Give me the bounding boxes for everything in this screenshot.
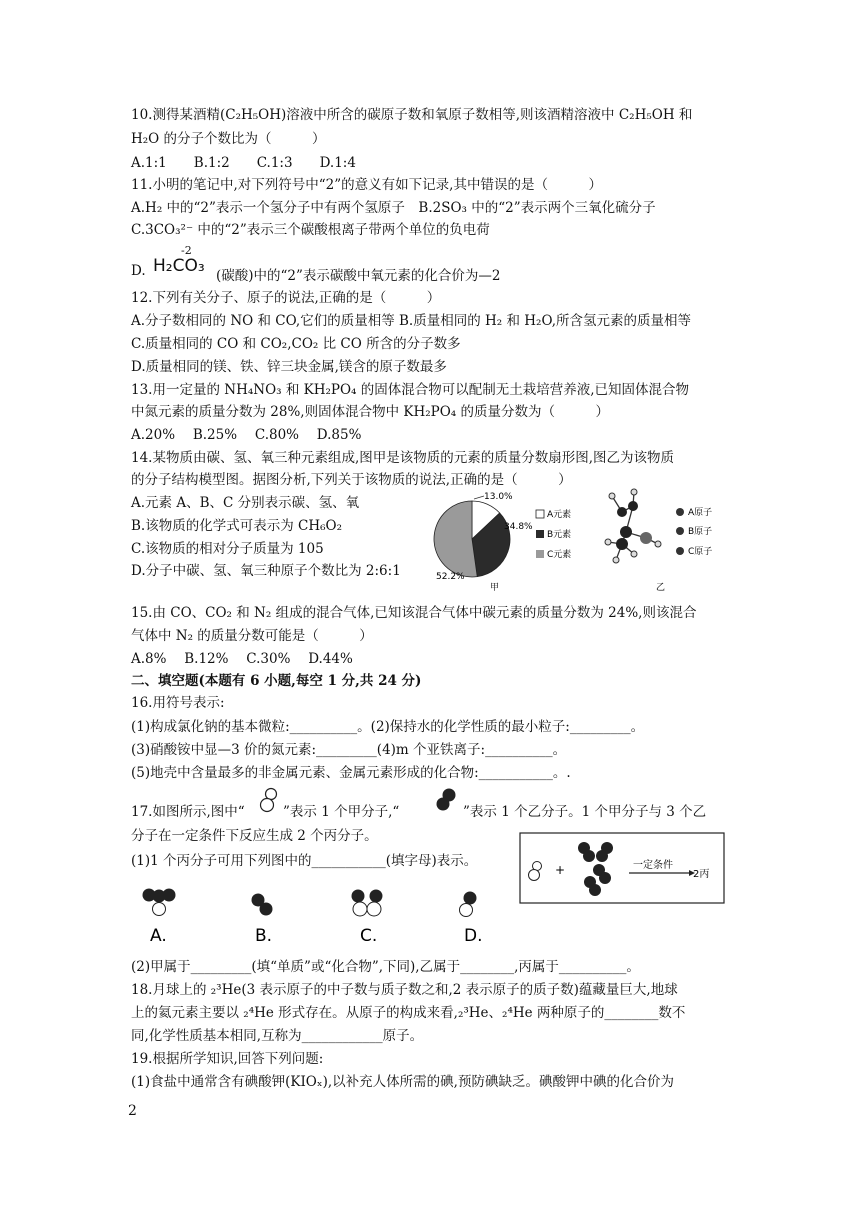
atom-a [605,539,611,545]
q12-option-ab: A.分子数相同的 NO 和 CO,它们的质量相等 B.质量相同的 H₂ 和 H₂O,所含氢元素的质量相等 [131,313,692,329]
q17-line-1b: ”表示 1 个甲分子,“ [283,804,400,820]
legend-swatch-b [536,530,544,538]
q15-options: A.8% B.12% C.30% D.44% [131,651,353,667]
molecule-model [598,484,730,594]
q14-option-a: A.元素 A、B、C 分别表示碳、氢、氧 [131,495,360,511]
q16-line-3: (3)硝酸铵中显—3 价的氮元素:_________(4)m 个亚铁离子:__________。 [131,742,567,758]
q16-line-1: 16.用符号表示: [131,695,225,711]
option-d-label: D. [464,926,483,946]
legend-atom-b-icon [676,527,684,535]
q12-option-c: C.质量相同的 CO 和 CO₂,CO₂ 比 CO 所含的分子数多 [131,336,461,352]
q19-line-1: 19.根据所学知识,回答下列问题: [131,1051,324,1067]
q17-line-3: (1)1 个丙分子可用下列图中的___________(填字母)表示。 [131,853,478,869]
pie-chart [432,484,592,594]
pie-caption: 甲 [490,583,500,593]
reaction-product: 2丙 [693,869,710,880]
atom-b [617,507,627,517]
reaction-diagram [519,830,725,910]
legend-atom-c-icon [676,547,684,555]
q15-line-1: 15.由 CO、CO₂ 和 N₂ 组成的混合气体,已知该混合气体中碳元素的质量分数为 24%,则该混合 [131,605,697,621]
option-c-label: C. [360,926,378,946]
q19-line-2: (1)食盐中通常含有碘酸钾(KIOₓ),以补充人体所需的碘,预防碘缺乏。碘酸钾中碘的化合价为 [131,1074,674,1090]
legend-label-a: A元素 [547,510,572,520]
reaction-frame [520,833,724,903]
option-d-letter: D. [131,263,146,279]
q11-option-d: (碳酸)中的“2”表示碳酸中氧元素的化合价为—2 [216,268,501,284]
pie-slices [434,501,510,577]
reaction-plus: + [555,863,566,877]
q11-line-1: 11.小明的笔记中,对下列符号中“2”的意义有如下记录,其中错误的是（ ） [131,177,602,193]
h2co3-formula-image [131,244,229,279]
pie-slice-c [434,501,477,577]
legend-label-b: B元素 [547,530,572,540]
q14-line-2: 的分子结构模型图。据图分析,下列关于该物质的说法,正确的是（ ） [131,472,572,488]
pie-label-c: 52.2% [436,572,465,582]
q14-option-d: D.分子中碳、氢、氧三种原子个数比为 2:6:1 [131,563,401,579]
q18-line-3: 同,化学性质基本相同,互称为____________原子。 [131,1028,424,1044]
atom-a [631,489,637,495]
q13-line-1: 13.用一定量的 NH₄NO₃ 和 KH₂PO₄ 的固体混合物可以配制无土栽培营养液,已知固体混合物 [131,382,690,398]
q13-line-2: 中氮元素的质量分数为 28%,则固体混合物中 KH₂PO₄ 的质量分数为（ ） [131,404,610,420]
legend-atom-a: A原子 [688,508,713,518]
q10-options: A.1:1 B.1:2 C.1:3 D.1:4 [131,155,356,171]
atom-b [616,538,628,550]
q17-line-1a: 17.如图所示,图中“ [131,804,245,820]
q10-line-1: 10.测得某酒精(C₂H₅OH)溶液中所含的碳原子数和氧原子数相等,则该酒精溶液中 C₂H₅OH 和 [131,107,693,123]
option-a-label: A. [150,926,167,946]
q18-line-2: 上的氦元素主要以 ₂⁴He 形式存在。从原子的构成来看,₂³He、₂⁴He 两种原子的________数不 [131,1005,686,1021]
q14-option-c: C.该物质的相对分子质量为 105 [131,541,324,557]
q16-line-2: (1)构成氯化钠的基本微粒:__________。(2)保持水的化学性质的最小粒子:_________。 [131,719,645,735]
q18-line-1: 18.月球上的 ₂³He(3 表示原子的中子数与质子数之和,2 表示原子的质子数)蕴藏量巨大,地球 [131,982,678,998]
atom-a [655,541,661,547]
q15-line-2: 气体中 N₂ 的质量分数可能是（ ） [131,628,373,644]
q11-option-c: C.3CO₃²⁻ 中的“2”表示三个碳酸根离子带两个单位的负电荷 [131,222,490,238]
legend-atom-c: C原子 [688,547,713,557]
legend-swatch-c [536,550,544,558]
section-2-heading: 二、填空题(本题有 6 小题,每空 1 分,共 24 分) [131,673,422,689]
option-molecules [138,884,498,948]
q14-line-1: 14.某物质由碳、氢、氧三种元素组成,图甲是该物质的元素的质量分数扇形图,图乙为该物质 [131,450,675,466]
q16-line-4: (5)地壳中含量最多的非金属元素、金属元素形成的化合物:___________。. [131,765,571,781]
option-c-molecule [352,890,383,917]
q12-line-1: 12.下列有关分子、原子的说法,正确的是（ ） [131,290,441,306]
legend-label-c: C元素 [547,550,572,560]
q10-line-2: H₂O 的分子个数比为（ ） [131,131,326,147]
page-number: 2 [128,1103,137,1119]
atom-b [628,501,638,511]
reaction-condition: 一定条件 [633,860,673,871]
atom-a [631,551,637,557]
valence-label: -2 [181,244,192,257]
atom-a [613,557,619,563]
molecule-yi-icon [433,786,461,816]
q17-line-2: 分子在一定条件下反应生成 2 个丙分子。 [131,828,378,844]
molecule-jia-icon [258,786,280,818]
legend-atom-a-icon [676,508,684,516]
molecule-caption: 乙 [656,583,666,593]
atom-b [620,526,632,538]
q12-option-d: D.质量相同的镁、铁、锌三块金属,镁含的原子数最多 [131,359,447,375]
option-b-molecule [252,894,273,916]
option-b-label: B. [255,926,273,946]
atom-c [640,532,652,544]
q17-line-4: (2)甲属于_________(填“单质”或“化合物”,下同),乙属于________,丙属于__________。 [131,959,640,975]
q17-line-1c: ”表示 1 个乙分子。1 个甲分子与 3 个乙 [463,804,707,820]
q13-options: A.20% B.25% C.80% D.85% [131,427,362,443]
q11-option-ab: A.H₂ 中的“2”表示一个氢分子中有两个氢原子 B.2SO₃ 中的“2”表示两个三氧化硫分子 [131,200,656,216]
pie-label-a: 13.0% [484,492,513,502]
h2co3-formula: H₂CO₃ [153,256,205,276]
pie-label-b: 34.8% [504,522,533,532]
option-a-molecule [143,889,176,916]
option-d-molecule [460,892,477,917]
legend-swatch-a [536,510,544,518]
q14-option-b: B.该物质的化学式可表示为 CH₆O₂ [131,518,342,534]
pie-leader-a [474,496,484,499]
atom-a [609,493,615,499]
legend-atom-b: B原子 [688,527,713,537]
